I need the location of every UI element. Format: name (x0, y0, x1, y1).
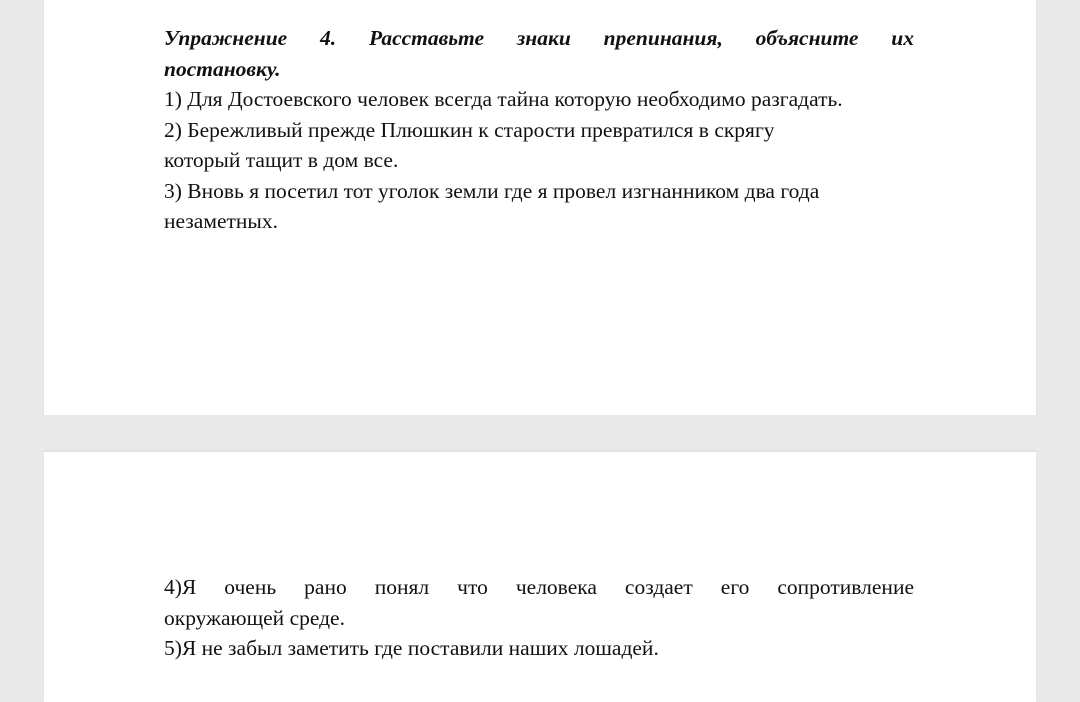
exercise-heading-line-2: постановку. (164, 56, 281, 81)
exercise-text-block (164, 23, 914, 237)
page-separator (0, 415, 1080, 452)
document-page-2 (44, 452, 1036, 702)
sentence-4-line-1: 4)Я очень рано понял что человека создает его сопротивление (164, 575, 914, 599)
sentence-3-line-1: 3) Вновь я посетил тот уголок земли где я провел изгнанником два года (164, 178, 820, 203)
exercise-heading-line-1: Упражнение 4. Расставьте знаки препинания, объясните их (164, 26, 914, 50)
document-page-1 (44, 0, 1036, 415)
exercise-text-block-continued (164, 572, 914, 664)
sentence-1: 1) Для Достоевского человек всегда тайна которую необходимо разгадать. (164, 87, 843, 111)
sentence-4-line-2: окружающей среде. (164, 605, 345, 630)
sentence-2-line-2: который тащит в дом все. (164, 148, 399, 172)
sentence-2-line-1: 2) Бережливый прежде Плюшкин к старости превратился в скрягу (164, 117, 775, 142)
sentence-5: 5)Я не забыл заметить где поставили наших лошадей. (164, 636, 659, 660)
sentence-3-line-2: незаметных. (164, 209, 278, 233)
